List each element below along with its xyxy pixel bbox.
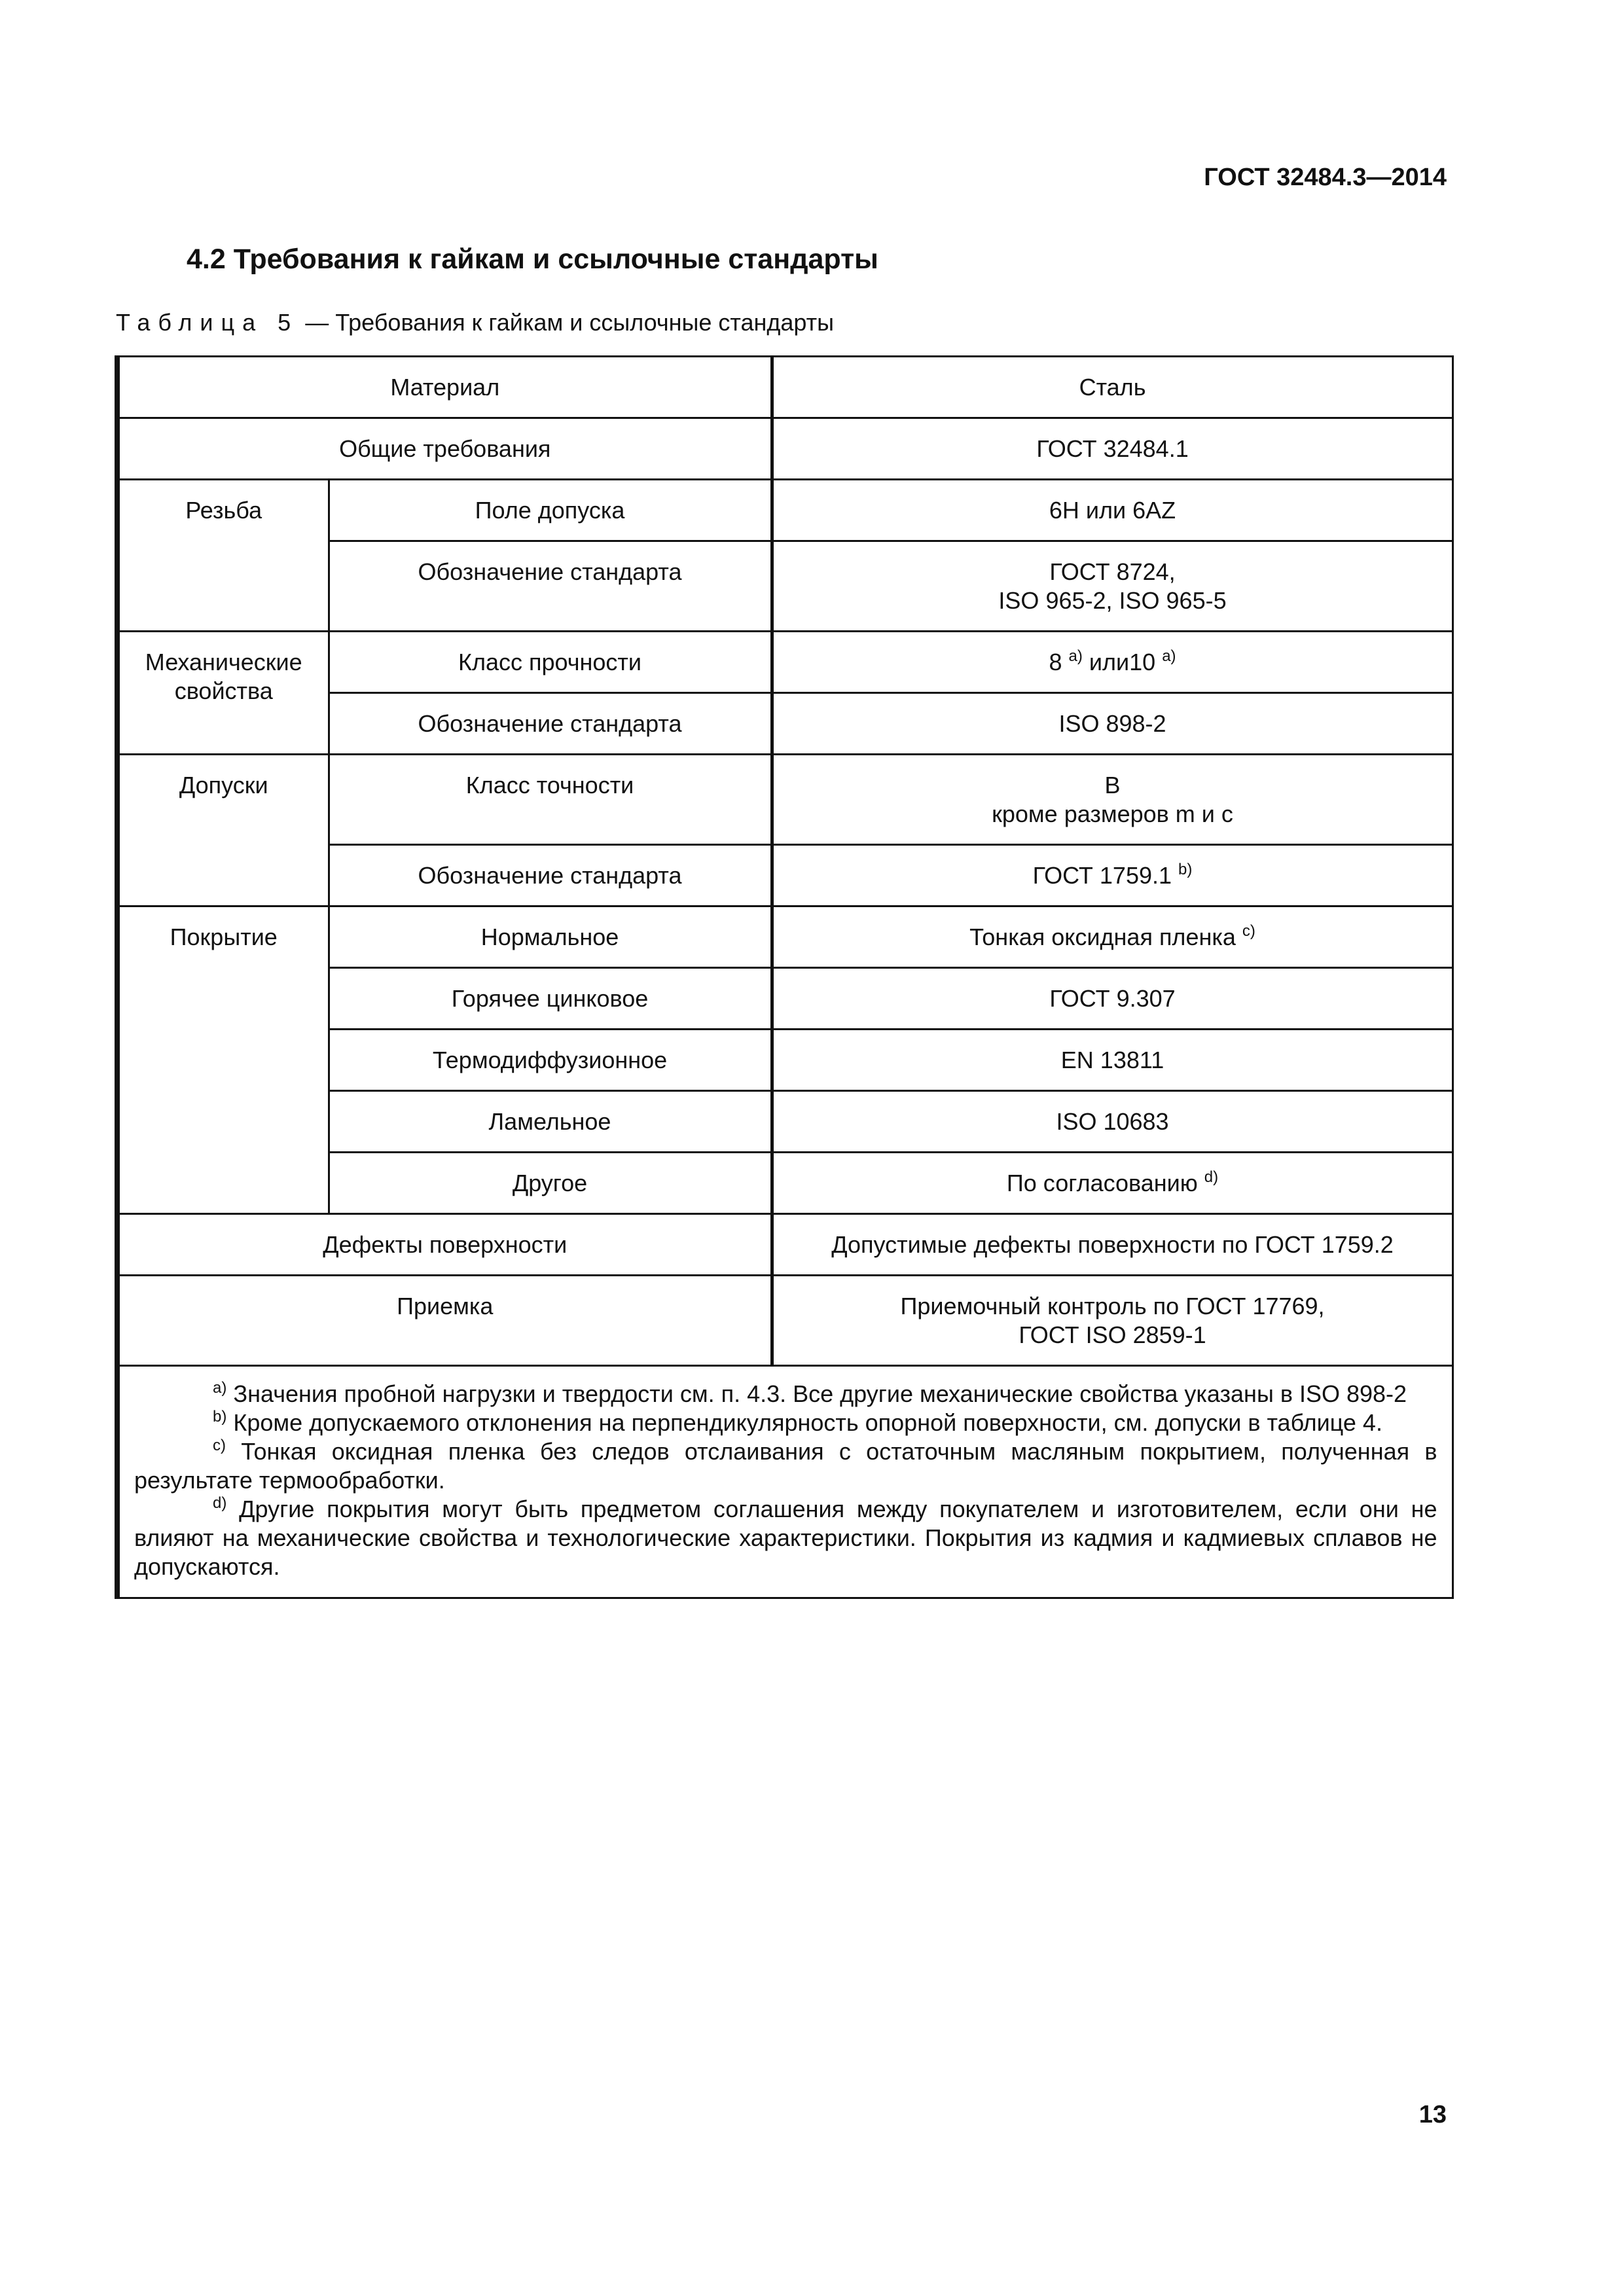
footnote-mark: a) (213, 1379, 227, 1397)
cell-line: B (1104, 772, 1121, 798)
footnote-text: Кроме допускаемого отклонения на перпендикулярность опорной поверхности, см. допуски в таблице 4. (226, 1409, 1382, 1436)
table-row (117, 1214, 1453, 1276)
table-cell: Допустимые дефекты поверхности по ГОСТ 1759.2 (772, 1214, 1453, 1276)
footnote (134, 1380, 1437, 1408)
table-cell: Класс точности (329, 755, 772, 845)
footnote-mark: c) (213, 1437, 226, 1454)
cell-text: ГОСТ 1759.1 (1032, 862, 1172, 889)
footnote-mark: b) (1178, 861, 1193, 878)
table-cell: Дефекты поверхности (117, 1214, 772, 1276)
cell-line: ГОСТ ISO 2859-1 (1019, 1321, 1206, 1348)
table-cell: Обозначение стандарта (329, 845, 772, 906)
table-cell: Приемка (117, 1276, 772, 1366)
table-cell: ISO 898-2 (772, 693, 1453, 755)
table-cell: Другое (329, 1153, 772, 1214)
table-row (117, 632, 1453, 693)
table-cell: Материал (117, 357, 772, 418)
footnote-mark: a) (1162, 647, 1176, 665)
table-cell: Термодиффузионное (329, 1030, 772, 1091)
table-notes (117, 1366, 1453, 1598)
table-row-group-label (117, 632, 329, 755)
page-number: 13 (1418, 2101, 1447, 2128)
table-row (117, 357, 1453, 418)
table-cell: Ламельное (329, 1091, 772, 1153)
table-cell (772, 1153, 1453, 1214)
footnote-mark: a) (1068, 647, 1083, 665)
table-caption (116, 309, 834, 336)
table-row (117, 480, 1453, 541)
table-cell (772, 1276, 1453, 1366)
table-row (117, 418, 1453, 480)
cell-line: Механические (145, 649, 302, 675)
table-cell (772, 541, 1453, 632)
table-caption-label: Таблица 5 (116, 309, 299, 336)
footnote-mark: c) (1242, 922, 1255, 940)
table-cell (772, 755, 1453, 845)
table-cell: ISO 10683 (772, 1091, 1453, 1153)
cell-text: По согласованию (1006, 1170, 1198, 1196)
table-cell: Обозначение стандарта (329, 541, 772, 632)
table-cell (772, 632, 1453, 693)
table-cell: Обозначение стандарта (329, 693, 772, 755)
table-notes-row (117, 1366, 1453, 1598)
footnote (134, 1408, 1437, 1437)
table-cell: ГОСТ 32484.1 (772, 418, 1453, 480)
table-cell: EN 13811 (772, 1030, 1453, 1091)
table-cell: Поле допуска (329, 480, 772, 541)
cell-line: Приемочный контроль по ГОСТ 17769, (900, 1293, 1325, 1319)
table-row-group-label: Резьба (117, 480, 329, 632)
document-code: ГОСТ 32484.3—2014 (1204, 164, 1447, 191)
table-cell: Нормальное (329, 906, 772, 968)
cell-text: 8 (1049, 649, 1062, 675)
footnote (134, 1495, 1437, 1581)
table-cell (772, 906, 1453, 968)
table-caption-text: — Требования к гайкам и ссылочные стандарты (298, 309, 834, 336)
table-cell: Горячее цинковое (329, 968, 772, 1030)
table-cell: Сталь (772, 357, 1453, 418)
cell-text: или10 (1082, 649, 1156, 675)
nut-requirements-table (115, 355, 1454, 1599)
table-row (117, 1276, 1453, 1366)
cell-line: ГОСТ 8724, (1049, 558, 1176, 585)
section-heading: 4.2 Требования к гайкам и ссылочные стандарты (187, 243, 878, 275)
footnote-text: Тонкая оксидная пленка без следов отслаивания с остаточным масляным покрытием, полученная в результате термообработки. (134, 1438, 1437, 1494)
cell-text: Тонкая оксидная пленка (969, 924, 1236, 950)
cell-line: свойства (174, 677, 273, 704)
table-cell: Общие требования (117, 418, 772, 480)
footnote-mark: d) (1204, 1168, 1219, 1186)
table-cell: 6H или 6AZ (772, 480, 1453, 541)
cell-line: кроме размеров m и c (992, 800, 1233, 827)
table-cell (772, 845, 1453, 906)
cell-line: ISO 965-2, ISO 965-5 (998, 587, 1227, 614)
footnote-text: Другие покрытия могут быть предметом соглашения между покупателем и изготовителем, если они не влияют на механические свойства и технологические характеристики. Покрытия из кадмия и кадмиевых сплавов не допускаются. (134, 1496, 1437, 1580)
footnote-text: Значения пробной нагрузки и твердости см. п. 4.3. Все другие механические свойства указаны в ISO 898-2 (226, 1380, 1407, 1407)
table-row-group-label: Покрытие (117, 906, 329, 1214)
table-row (117, 755, 1453, 845)
table-row-group-label: Допуски (117, 755, 329, 906)
table-cell: ГОСТ 9.307 (772, 968, 1453, 1030)
table-row (117, 906, 1453, 968)
footnote-mark: b) (213, 1408, 227, 1426)
footnote-mark: d) (213, 1494, 227, 1512)
footnote (134, 1437, 1437, 1495)
table-cell: Класс прочности (329, 632, 772, 693)
